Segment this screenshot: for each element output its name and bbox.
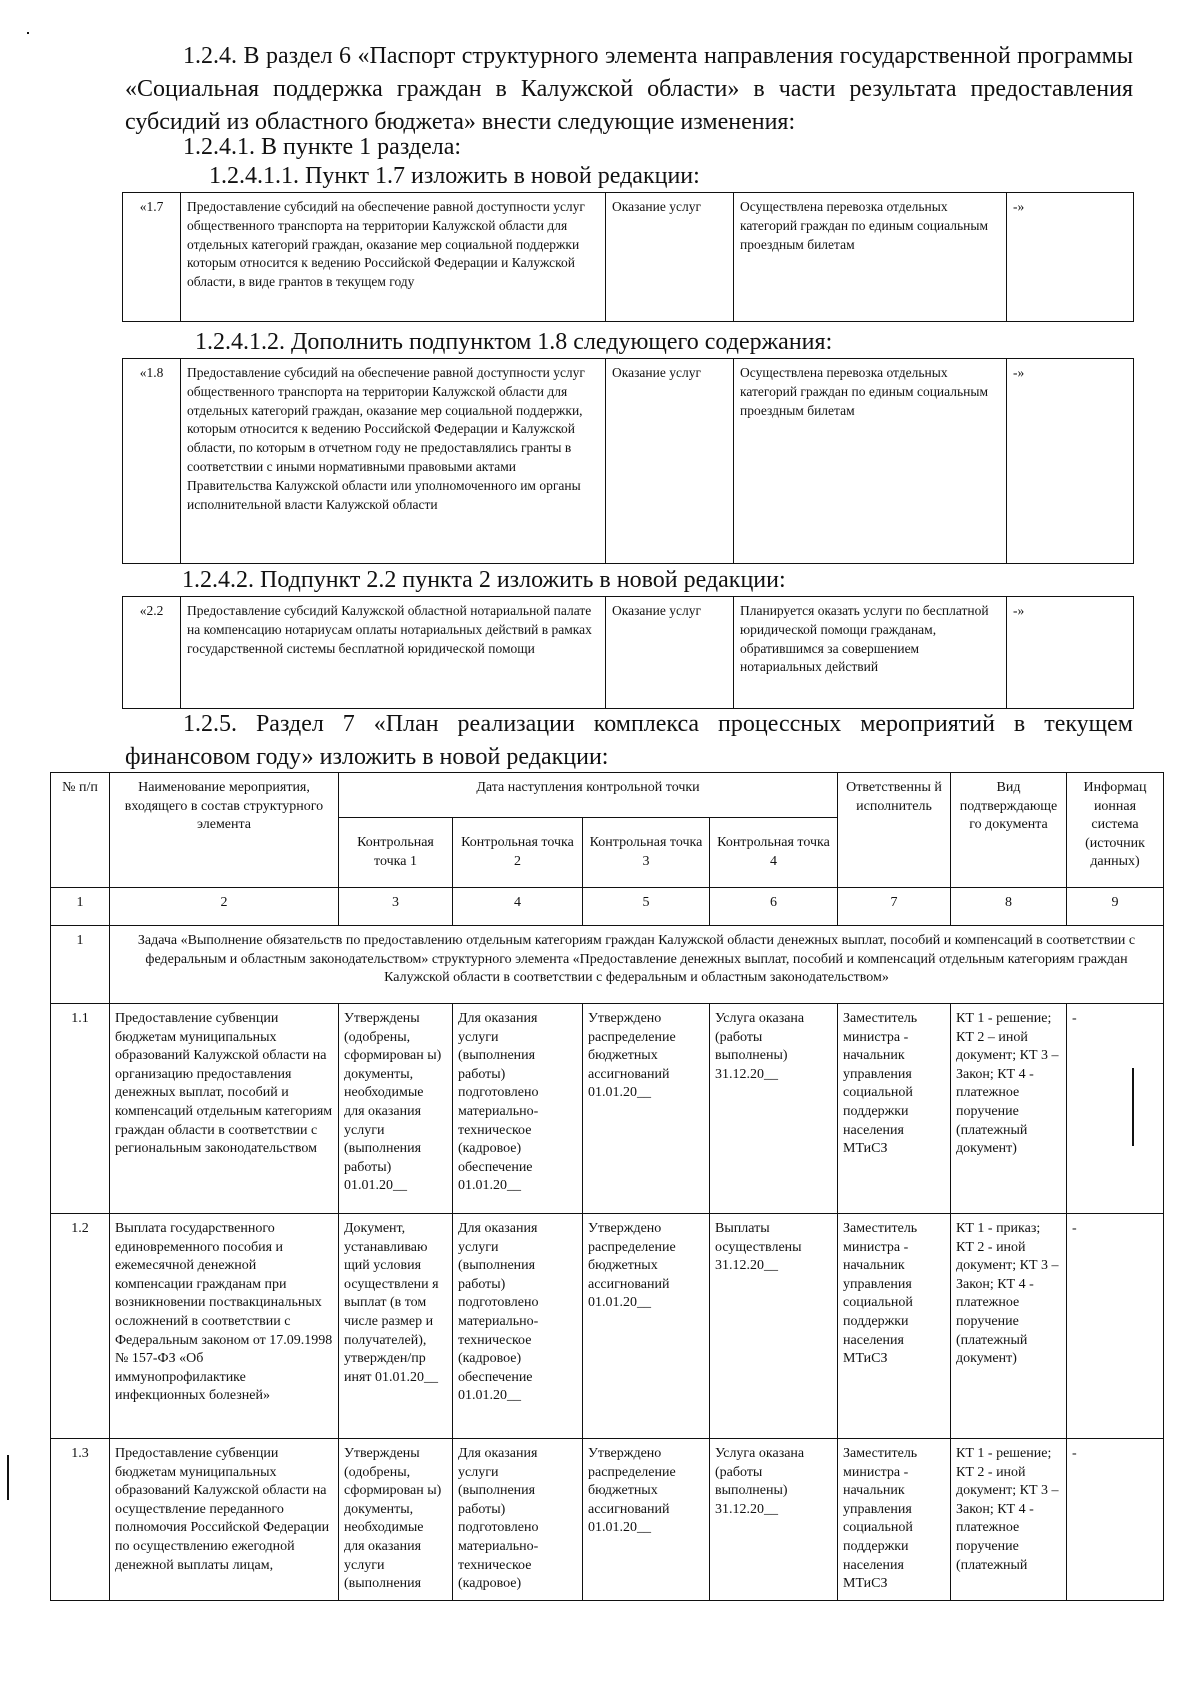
col-number: 2 [110, 888, 339, 926]
paragraph-1-2-4-1-2: 1.2.4.1.2. Дополнить подпунктом 1.8 следующего содержания: [195, 329, 833, 355]
paragraph-1-2-4-1: 1.2.4.1. В пункте 1 раздела: [183, 134, 462, 160]
table-row [51, 1214, 1164, 1439]
header-num: № п/п [51, 773, 110, 888]
row-kt3: Утверждено распределение бюджетных ассигнований 01.01.20__ [583, 1439, 710, 1601]
row-kt3: Утверждено распределение бюджетных ассигнований 01.01.20__ [583, 1004, 710, 1214]
row-kt2: Для оказания услуги (выполнения работы) подготовлено материально-техническое (кадровое) обеспечение 01.01.20__ [453, 1004, 583, 1214]
item-result: Осуществлена перевозка отдельных категорий граждан по единым социальным проездным билетам [734, 193, 1007, 322]
item-name: Предоставление субсидий на обеспечение равной доступности услуг общественного транспорта на территории Калужской области для отдельных категорий граждан, оказание мер социальной поддержки которым относится к ведению Российской Федерации и Калужской области, в виде грантов в текущем году [181, 193, 606, 322]
scan-mark [7, 1455, 9, 1500]
subsidy-table-2-2 [122, 596, 1134, 709]
row-name: Предоставление субвенции бюджетам муниципальных образований Калужской области на осуществление переданного полномочия Российской Федерации по осуществлению ежегодной денежной выплаты лицам, [110, 1439, 339, 1601]
paragraph-1-2-4-1-1: 1.2.4.1.1. Пункт 1.7 изложить в новой редакции: [209, 163, 700, 189]
row-kt2: Для оказания услуги (выполнения работы) подготовлено материально-техническое (кадровое) обеспечение 01.01.20__ [453, 1214, 583, 1439]
item-number: «1.8 [123, 359, 181, 564]
scan-mark [1132, 1068, 1134, 1146]
item-result: Осуществлена перевозка отдельных категорий граждан по единым социальным проездным билетам [734, 359, 1007, 564]
row-kt1: Утверждены (одобрены, сформирован ы) документы, необходимые для оказания услуги (выполнения [339, 1439, 453, 1601]
row-num: 1.1 [51, 1004, 110, 1214]
row-kt1: Документ, устанавливаю щий условия осуществлени я выплат (в том числе размер и получателей), утвержден/пр инят 01.01.20__ [339, 1214, 453, 1439]
task-text: Задача «Выполнение обязательств по предоставлению отдельным категориям граждан Калужской области денежных выплат, пособий и компенсаций в соответствии с федеральным и областным законодательством» структурного элемента «Предоставление денежных выплат, пособий и компенсаций отдельным категориям граждан Калужской области в соответствии с федеральным и областным законодательством» [110, 926, 1164, 1004]
row-info: - [1067, 1439, 1164, 1601]
paragraph-1-2-4-2: 1.2.4.2. Подпункт 2.2 пункта 2 изложить в новой редакции: [182, 567, 786, 593]
row-info: - [1067, 1004, 1164, 1214]
item-name: Предоставление субсидий на обеспечение равной доступности услуг общественного транспорта на территории Калужской области для отдельных категорий граждан, оказание мер социальной поддержки, которым относится к ведению Российской Федерации и Калужской области, по которым в отчетном году не предоставлялись гранты в соответствии с иными нормативными правовыми актами Правительства Калужской области или уполномоченного им органы исполнительной власти Калужской области [181, 359, 606, 564]
header-name: Наименование мероприятия, входящего в состав структурного элемента [110, 773, 339, 888]
header-kt2: Контрольная точка 2 [453, 818, 583, 888]
col-number: 1 [51, 888, 110, 926]
item-type: Оказание услуг [606, 193, 734, 322]
header-kt4: Контрольная точка 4 [710, 818, 838, 888]
table-row [51, 1439, 1164, 1601]
col-number: 9 [1067, 888, 1164, 926]
row-responsible: Заместитель министра - начальник управления социальной поддержки населения МТиСЗ [838, 1439, 951, 1601]
paragraph-1-2-5: 1.2.5. Раздел 7 «План реализации комплекса процессных мероприятий в текущем финансовом году» изложить в новой редакции: [125, 711, 1133, 770]
row-document: КТ 1 - приказ; КТ 2 - иной документ; КТ 3 – Закон; КТ 4 - платежное поручение (платежный документ) [951, 1214, 1067, 1439]
header-kt1: Контрольная точка 1 [339, 818, 453, 888]
row-kt1: Утверждены (одобрены, сформирован ы) документы, необходимые для оказания услуги (выполнения работы) 01.01.20__ [339, 1004, 453, 1214]
item-name: Предоставление субсидий Калужской областной нотариальной палате на компенсацию нотариусам оплаты нотариальных действий в рамках государственной системы бесплатной юридической помощи [181, 597, 606, 709]
paragraph-1-2-4: 1.2.4. В раздел 6 «Паспорт структурного элемента направления государственной программы «Социальная поддержка граждан в Калужской области» в части результата предоставления субсидий из областного бюджета» внести следующие изменения: [125, 43, 1133, 135]
row-num: 1.3 [51, 1439, 110, 1601]
task-number: 1 [51, 926, 110, 1004]
table-row [51, 1004, 1164, 1214]
row-responsible: Заместитель министра - начальник управления социальной поддержки населения МТиСЗ [838, 1214, 951, 1439]
header-kt3: Контрольная точка 3 [583, 818, 710, 888]
row-responsible: Заместитель министра - начальник управления социальной поддержки населения МТиСЗ [838, 1004, 951, 1214]
header-date-group: Дата наступления контрольной точки [339, 773, 838, 818]
col-number: 4 [453, 888, 583, 926]
row-num: 1.2 [51, 1214, 110, 1439]
row-kt3: Утверждено распределение бюджетных ассигнований 01.01.20__ [583, 1214, 710, 1439]
item-end-mark: -» [1007, 597, 1134, 709]
item-result: Планируется оказать услуги по бесплатной юридической помощи гражданам, обратившимся за совершением нотариальных действий [734, 597, 1007, 709]
row-kt4: Выплаты осуществлены 31.12.20__ [710, 1214, 838, 1439]
col-number: 7 [838, 888, 951, 926]
row-info: - [1067, 1214, 1164, 1439]
row-name: Предоставление субвенции бюджетам муниципальных образований Калужской области на организацию предоставления денежных выплат, пособий и компенсаций отдельным категориям граждан области в соответствии с региональным законодательством [110, 1004, 339, 1214]
row-kt4: Услуга оказана (работы выполнены) 31.12.20__ [710, 1004, 838, 1214]
item-end-mark: -» [1007, 193, 1134, 322]
row-name: Выплата государственного единовременного пособия и ежемесячной денежной компенсации гражданам при возникновении поствакцинальных осложнений в соответствии с Федеральным законом от 17.09.1998 № 157-ФЗ «Об иммунопрофилактике инфекционных болезней» [110, 1214, 339, 1439]
row-kt2: Для оказания услуги (выполнения работы) подготовлено материально-техническое (кадровое) [453, 1439, 583, 1601]
scan-mark [27, 32, 29, 34]
item-type: Оказание услуг [606, 359, 734, 564]
row-document: КТ 1 - решение; КТ 2 – иной документ; КТ 3 – Закон; КТ 4 - платежное поручение (платежный документ) [951, 1004, 1067, 1214]
col-number: 3 [339, 888, 453, 926]
plan-table [50, 772, 1164, 1601]
col-number: 8 [951, 888, 1067, 926]
item-end-mark: -» [1007, 359, 1134, 564]
subsidy-table-1-7 [122, 192, 1134, 322]
subsidy-table-1-8 [122, 358, 1134, 564]
item-number: «1.7 [123, 193, 181, 322]
col-number: 5 [583, 888, 710, 926]
col-number: 6 [710, 888, 838, 926]
item-type: Оказание услуг [606, 597, 734, 709]
header-document: Вид подтверждающе го документа [951, 773, 1067, 888]
row-document: КТ 1 - решение; КТ 2 - иной документ; КТ 3 – Закон; КТ 4 - платежное поручение (платежный [951, 1439, 1067, 1601]
item-number: «2.2 [123, 597, 181, 709]
header-info-system: Информац ионная система (источник данных) [1067, 773, 1164, 888]
row-kt4: Услуга оказана (работы выполнены) 31.12.20__ [710, 1439, 838, 1601]
header-responsible: Ответственны й исполнитель [838, 773, 951, 888]
